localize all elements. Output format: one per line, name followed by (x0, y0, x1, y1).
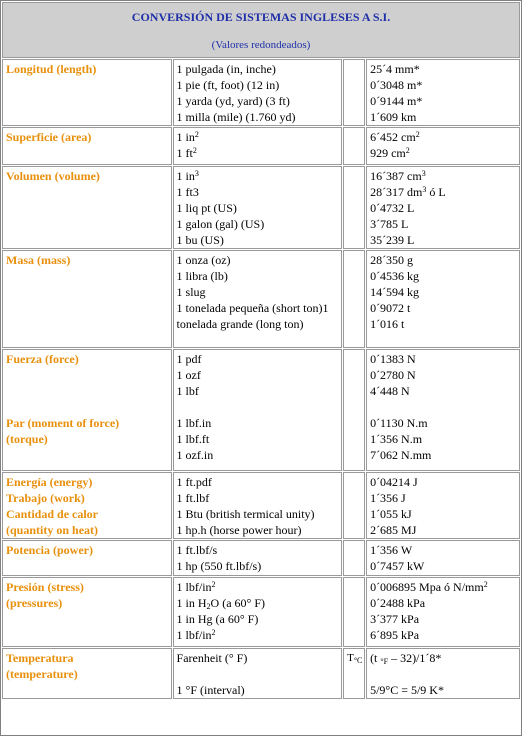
units-temperature: Farenheit (° F) 1 °F (interval) (173, 648, 343, 699)
category-force-torque: Fuerza (force) Par (moment of force) (torque) (2, 349, 172, 471)
units-force-torque: 1 pdf 1 ozf 1 lbf 1 lbf.in 1 lbf.ft 1 ozf.in (173, 349, 343, 471)
mid-power (343, 540, 365, 576)
row-force-torque (2, 349, 520, 471)
mid-mass (343, 250, 365, 348)
row-length (2, 59, 520, 126)
units-area: 1 $in^2$ 1 $ft^2$ (173, 127, 343, 165)
values-pressure: 0´006895 Mpa ó $N/mm^2$ 0´2488 kPa 3´377 kPa 6´895 kPa (366, 577, 520, 647)
row-volume (2, 166, 520, 249)
category-length: Longitud (length) (2, 59, 172, 126)
row-power (2, 540, 520, 576)
units-volume: 1 $in^3$ 1 ft3 1 liq pt (US) 1 galon (gal) (US) 1 bu (US) (173, 166, 343, 249)
mid-volume (343, 166, 365, 249)
category-force: Fuerza (force) (6, 352, 79, 366)
values-area: 6´452 $cm^2$ 929 $cm^2$ (366, 127, 520, 165)
values-length: 25´4 mm* 0´3048 m* 0´9144 m* 1´609 km (366, 59, 520, 126)
mid-pressure (343, 577, 365, 647)
category-temperature: Temperatura (temperature) (2, 648, 172, 699)
row-temperature (2, 648, 520, 699)
row-mass (2, 250, 520, 348)
table-subtitle: (Valores redondeados) (211, 39, 311, 51)
mid-force-torque (343, 349, 365, 471)
category-energy: Energía (energy) Trabajo (work) Cantidad de calor (quantity on heat) (2, 472, 172, 539)
values-temperature: (t $_{^\circ F}$ – 32)/1´8* 5/9°C = 5/9 K* (366, 648, 520, 699)
values-force-torque: 0´1383 N 0´2780 N 4´448 N 0´1130 N.m 1´356 N.m 7´062 N.mm (366, 349, 520, 471)
table-header (2, 2, 520, 58)
values-energy: 0´04214 J 1´356 J 1´055 kJ 2´685 MJ (366, 472, 520, 539)
category-pressure: Presión (stress) (pressures) (2, 577, 172, 647)
row-area (2, 127, 520, 165)
values-volume: 16´387 $cm^3$ 28´317 $dm^3$ ó L 0´4732 L 3´785 L 35´239 L (366, 166, 520, 249)
table-title: CONVERSIÓN DE SISTEMAS INGLESES A S.I. (131, 10, 391, 24)
units-energy: 1 ft.pdf 1 ft.lbf 1 Btu (british termical unity) 1 hp.h (horse power hour) (173, 472, 343, 539)
conversion-table (1, 1, 521, 700)
values-mass: 28´350 g 0´4536 kg 14´594 kg 0´9072 t 1´016 t (366, 250, 520, 348)
row-pressure (2, 577, 520, 647)
mid-area (343, 127, 365, 165)
mid-temperature: $T_{^\circ C}$ (343, 648, 365, 699)
category-mass: Masa (mass) (2, 250, 172, 348)
row-energy (2, 472, 520, 539)
category-power: Potencia (power) (2, 540, 172, 576)
values-power: 1´356 W 0´7457 kW (366, 540, 520, 576)
category-volume: Volumen (volume) (2, 166, 172, 249)
units-pressure: 1 lbf/$in^2$ 1 in $H_2O$ (a 60° F) 1 in Hg (a 60° F) 1 lbf/$in^2$ (173, 577, 343, 647)
mid-energy (343, 472, 365, 539)
category-area: Superficie (area) (2, 127, 172, 165)
category-torque: Par (moment of force) (6, 416, 120, 430)
units-power: 1 ft.lbf/s 1 hp (550 ft.lbf/s) (173, 540, 343, 576)
units-mass: 1 onza (oz) 1 libra (lb) 1 slug 1 tonelada pequeña (short ton)1 tonelada grande (long ton) (173, 250, 343, 348)
mid-length (343, 59, 365, 126)
units-length: 1 pulgada (in, inche) 1 pie (ft, foot) (12 in) 1 yarda (yd, yard) (3 ft) 1 milla (mile) (1.760 yd) (173, 59, 343, 126)
header-row (2, 2, 520, 58)
